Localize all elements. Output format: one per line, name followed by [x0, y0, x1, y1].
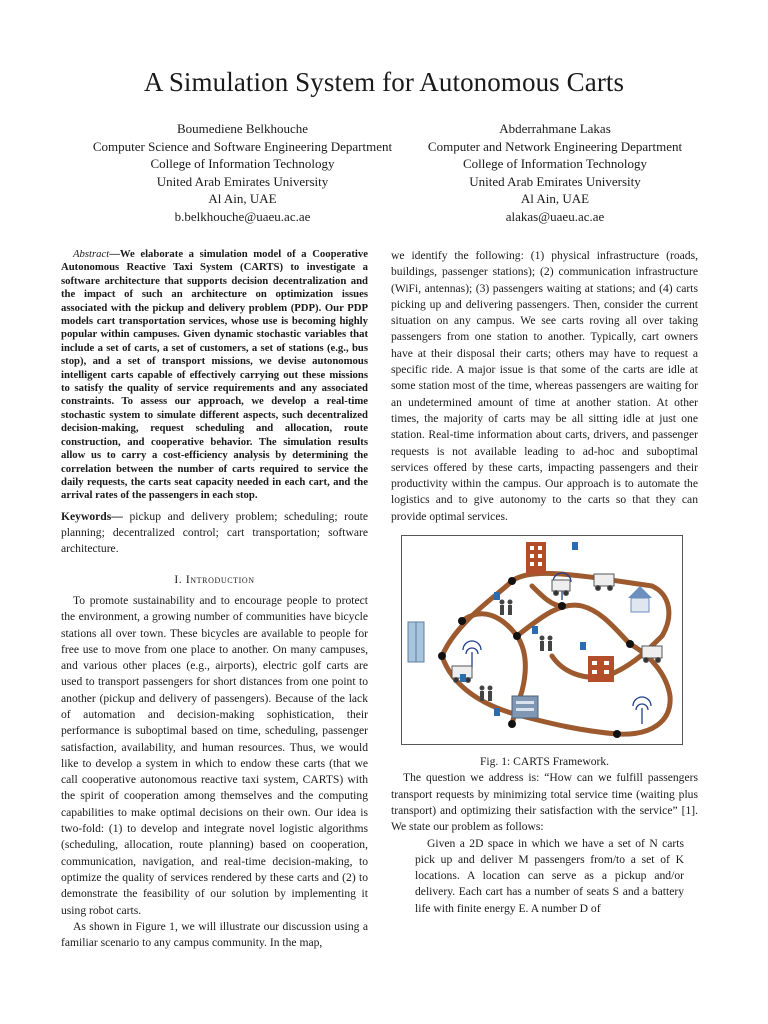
figure-image	[401, 535, 683, 745]
problem-statement: Given a 2D space in which we have a set of N carts pick up and deliver M passengers from/to a set of K locations. A location can serve as a pickup and/or delivery. Each cart has a number of seats S and a battery life with finite energy E. A number D of	[415, 836, 684, 915]
passenger-icon	[540, 636, 553, 652]
cart-icon	[552, 580, 570, 596]
author-department: Computer and Network Engineering Department	[427, 138, 683, 154]
author-block-1	[70, 120, 415, 225]
author-university: United Arab Emirates University	[469, 173, 641, 189]
paper-title: A Simulation System for Autonomous Carts	[143, 67, 625, 97]
keywords-text: pickup and delivery problem; scheduling; route planning; decentralized control; cart transportation; software architecture.	[61, 509, 368, 556]
road-segment	[517, 605, 630, 644]
road-node	[513, 632, 521, 640]
building-icon	[526, 542, 546, 574]
author-college: College of Information Technology	[462, 156, 648, 171]
author-name: Abderrahmane Lakas	[499, 121, 611, 136]
paragraph-right-2: The question we address is: “How can we fulfill passengers transport requests by minimizing total service time (waiting plus transport) and optimizing their satisfaction with the service” [1]. We state our problem as follows:	[391, 771, 698, 834]
road-node	[458, 617, 466, 625]
house-icon	[628, 586, 652, 612]
left-column	[61, 248, 368, 951]
section-heading-introduction	[61, 572, 368, 588]
keywords	[61, 509, 368, 558]
abstract-lead: Abstract	[73, 248, 110, 260]
author-email: b.belkhouche@uaeu.ac.ae	[174, 208, 311, 224]
abstract	[61, 248, 368, 503]
road-node	[508, 577, 516, 585]
carts-framework-diagram	[402, 536, 682, 744]
author-department: Computer Science and Software Engineering Department	[92, 138, 393, 154]
author-university: United Arab Emirates University	[156, 173, 329, 189]
paragraph-intro-2: As shown in Figure 1, we will illustrate our discussion using a familiar scenario to any campus community. In the map,	[61, 919, 368, 950]
section-number: I.	[174, 572, 183, 586]
passenger-icon	[480, 686, 493, 702]
antenna-icon	[633, 697, 651, 724]
author-city: Al Ain, UAE	[208, 191, 277, 206]
cart-icon	[594, 574, 614, 591]
author-name: Boumediene Belkhouche	[176, 121, 309, 136]
road-node	[438, 652, 446, 660]
paragraph-intro-1: To promote sustainability and to encourage people to protect the environment, a growing number of communities have bicycle stations all over town. These bicycles are available to people for free use to move from one place to another. On many campuses, and various other places (e.g., airports), electric golf carts are used to transport passengers for short distances from one point to another (pickup and delivery of passengers). Because of the lack of automation and decision-making sophistication, their performance is suboptimal based on time, scheduling, passenger satisfaction, availability, and human resources. Thus, we would like to develop a system in which to endow these carts (that we call cooperative autonomous reactive taxi system, CARTS) with the spirit of cooperation among themselves and the computing capabilities to make optimal decisions on their own. Our idea is two-fold: (1) to develop and integrate novel logistic algorithms (scheduling, allocation, route planning) based on cooperation, communication, navigation, and real-time decision-making, to optimize the quality of services rendered by these carts and (2) to demonstrate the feasibility of our solution by implementing it using robot carts.	[61, 593, 368, 917]
building-icon	[588, 656, 614, 682]
office-building-icon	[512, 696, 538, 718]
road-node	[626, 640, 634, 648]
passenger-icon	[500, 600, 513, 616]
figure-caption: Fig. 1: CARTS Framework.	[479, 755, 610, 769]
road-node	[558, 602, 566, 610]
section-title: Introduction	[185, 572, 255, 586]
author-college: College of Information Technology	[150, 156, 335, 171]
abstract-text: —We elaborate a simulation model of a Cooperative Autonomous Reactive Taxi System (CARTS) to investigate a software architecture that supports decision decentralization and the impact of such an architecture on optimization issues associated with the pickup and delivery problem (PDP). Our PDP models cart transportation services, whose use is becoming highly popular within campuses. Given dynamic stochastic variables that include a set of carts, a set of customers, a set of stations (e.g., bus stop), and a set of transport missions, we devise autonomous intelligent carts capable of effectively carrying out these missions to satisfy the quality of service requirements and any associated constraints. To assess our approach, we develop a real-time stochastic system to simulate different aspects, such decentralized decision-making, request scheduling and allocation, route construction, and cooperative behavior. The simulation results allow us to carry a cost-efficiency analysis by determining the correlation between the number of carts required to service the daily requests, the carts seat capacity needed in each cart, and the arrival rates of the passengers in each stop.	[61, 248, 368, 502]
road-node	[508, 720, 516, 728]
author-email: alakas@uaeu.ac.ae	[505, 208, 605, 224]
author-block-2	[410, 120, 700, 225]
keywords-lead: Keywords—	[61, 509, 123, 523]
figure-1	[391, 535, 698, 770]
road-node	[613, 730, 621, 738]
author-city: Al Ain, UAE	[520, 191, 590, 206]
glass-building-icon	[408, 622, 424, 662]
right-column	[391, 248, 698, 917]
antenna-icon	[463, 641, 481, 668]
paragraph-right-1: we identify the following: (1) physical infrastructure (roads, buildings, passenger stations); (2) communication infrastructure (WiFi, antennas); (3) passengers waiting at stations; and (4) carts picking up and delivering passengers. Then, consider the current situation on any campus. We see carts roving all over taking passengers from one station to another. Typically, cart owners have at their disposal their carts; others may have to request a specific ride. A major issue is that some of the carts are idle at some station most of the time, whereas passengers are waiting for an undetermined amount of time at another station. At other times, the majority of carts may be all sitting idle at just one station. Real-time information about carts, drivers, and passenger requests is not available leading to ad-hoc and suboptimal services offered by these carts, impacting passengers and their productivity within the campus. Our approach is to automate the logistics and to give autonomy to the carts so that they can provide optimal services.	[391, 249, 698, 523]
